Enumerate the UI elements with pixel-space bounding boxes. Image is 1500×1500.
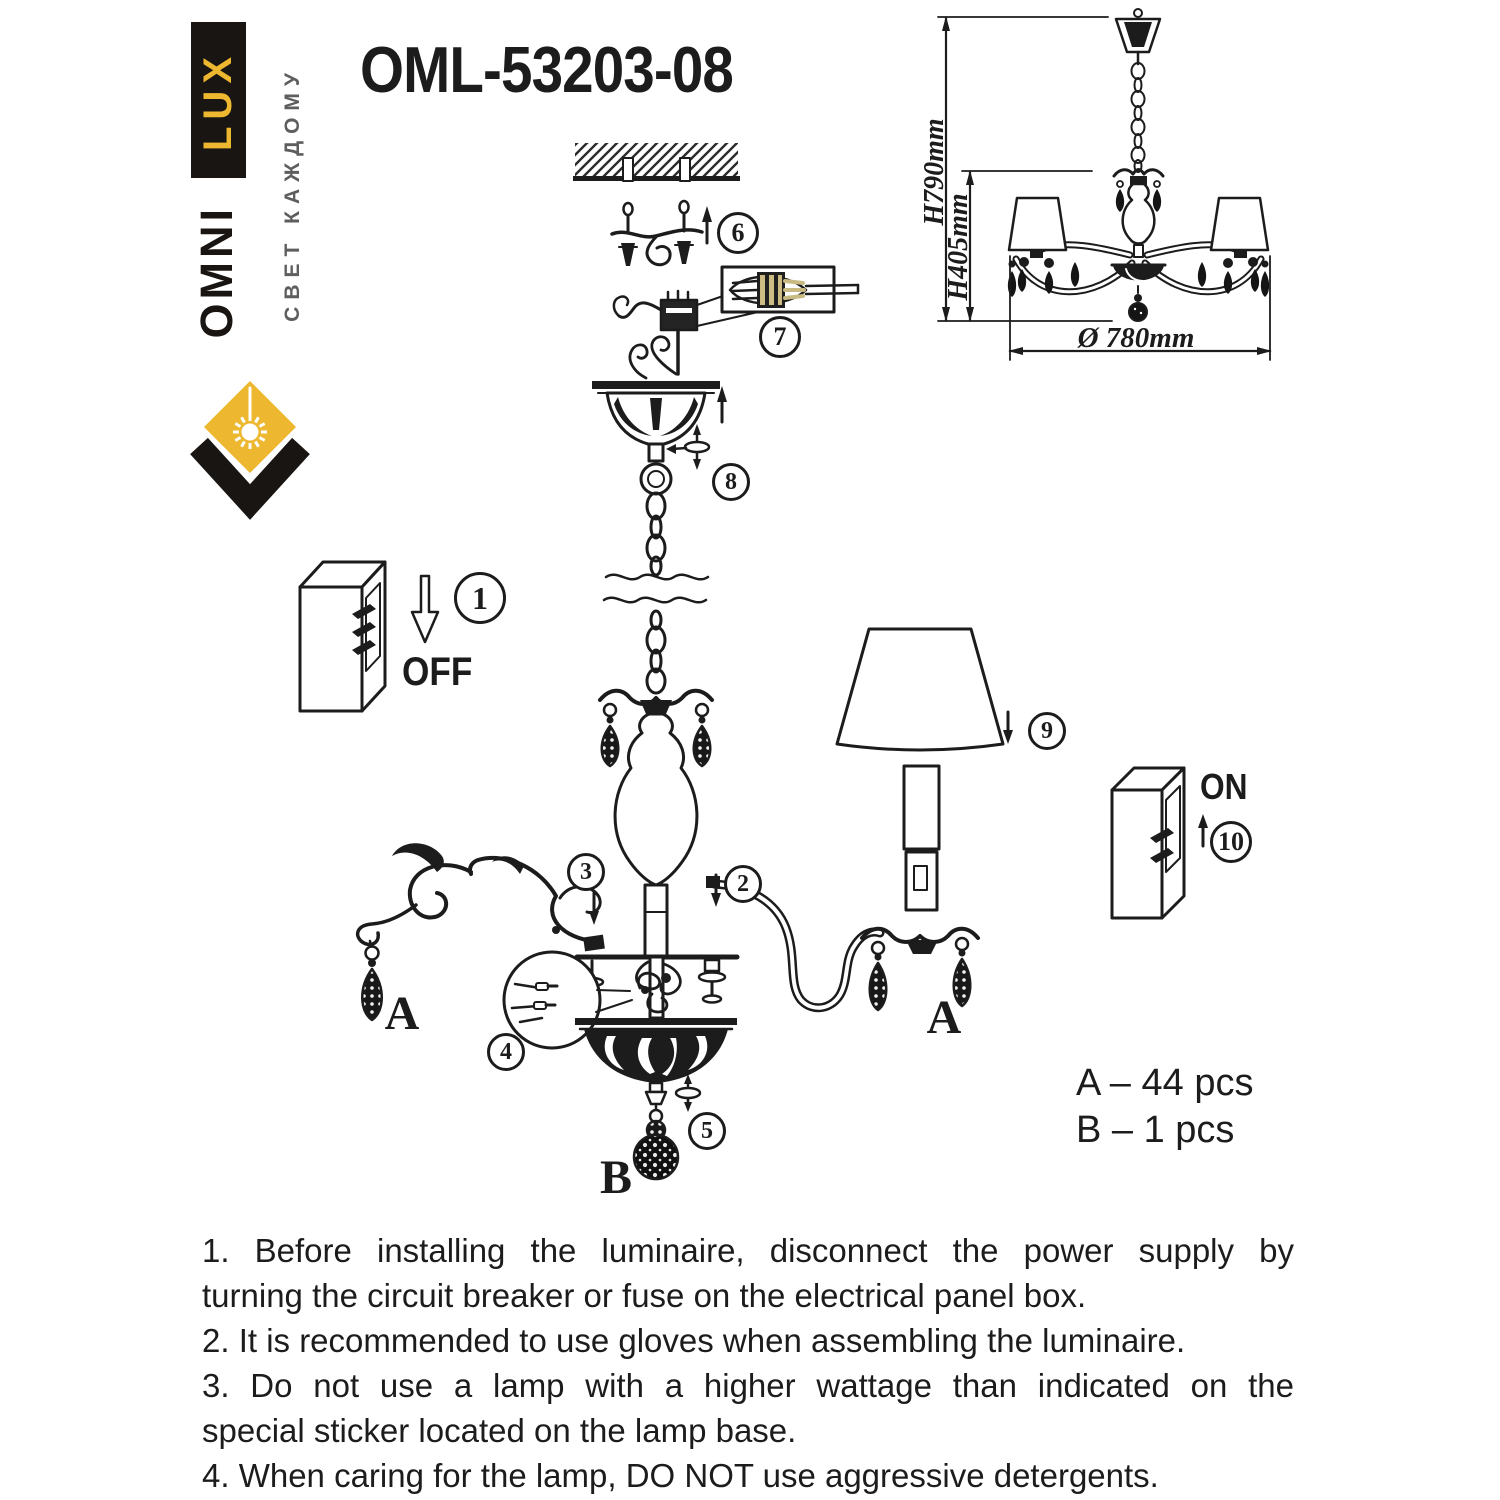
callout-step-10: 10 — [1210, 821, 1252, 863]
callout-step-2: 2 — [724, 865, 762, 903]
instruction-line: special sticker located on the lamp base. — [202, 1412, 797, 1449]
instruction-line: 4. When caring for the lamp, DO NOT use aggressive detergents. — [202, 1457, 1159, 1494]
canopy-assembly — [592, 337, 727, 494]
callout-step-4: 4 — [487, 1033, 525, 1071]
wire-knot — [636, 957, 680, 1018]
instruction-line: turning the circuit breaker or fuse on the electrical panel box. — [202, 1277, 1087, 1314]
dimension-body-height: H405mm — [943, 193, 974, 301]
hanging-chain — [604, 493, 708, 693]
step-arrows — [412, 576, 1208, 925]
parts-count-b: B – 1 pcs — [1076, 1109, 1235, 1151]
right-candle-assembly — [862, 766, 978, 1010]
off-breaker-box — [300, 562, 385, 711]
hook-bracket — [612, 201, 712, 266]
wiring-detail-box — [722, 267, 858, 312]
part-label-a-left: A — [384, 987, 420, 1040]
part-label-b: B — [599, 1151, 632, 1204]
instruction-line: 1. Before installing the luminaire, disconnect the power supply by — [202, 1232, 1294, 1269]
dimension-total-height: H790mm — [919, 118, 950, 226]
callout-step-5: 5 — [688, 1112, 726, 1150]
parts-count — [1076, 1060, 1253, 1154]
right-lampshade — [837, 629, 1003, 750]
callout-step-3: 3 — [567, 853, 605, 891]
dimension-diameter: Ø 780mm — [1077, 322, 1195, 354]
callout-step-6: 6 — [717, 212, 759, 254]
instructions — [202, 1228, 1294, 1498]
logo-tagline — [270, 20, 316, 368]
on-breaker-box — [1112, 768, 1184, 918]
callout-step-9: 9 — [1028, 712, 1066, 750]
on-label: ON — [1200, 766, 1248, 807]
instruction-line: 3. Do not use a lamp with a higher wattage than indicated on the — [202, 1367, 1294, 1404]
overview-drawing — [938, 9, 1272, 360]
off-label: OFF — [402, 650, 473, 694]
dimension-lines — [938, 16, 1272, 360]
logo-omni-text: OMNI — [191, 205, 242, 339]
instruction-line: 2. It is recommended to use gloves when assembling the luminaire. — [202, 1322, 1186, 1359]
page-title: OML-53203-08 — [360, 33, 734, 106]
bottom-bowl — [575, 1018, 737, 1092]
callout-step-7: 7 — [759, 316, 801, 358]
parts-count-a: A – 44 pcs — [1076, 1062, 1254, 1104]
callout-step-8: 8 — [712, 463, 750, 501]
glass-baluster — [615, 714, 697, 956]
callout-step-1: 1 — [454, 572, 506, 624]
brand-emblem-icon — [199, 381, 301, 502]
logo-lux-text: LUX — [196, 49, 240, 151]
ceiling-hatch — [573, 143, 740, 181]
logo-omni — [186, 182, 248, 362]
logo-lux-box — [191, 22, 246, 178]
part-label-a-right: A — [926, 991, 962, 1044]
logo-tagline-text: СВЕТ КАЖДОМУ — [281, 66, 304, 322]
